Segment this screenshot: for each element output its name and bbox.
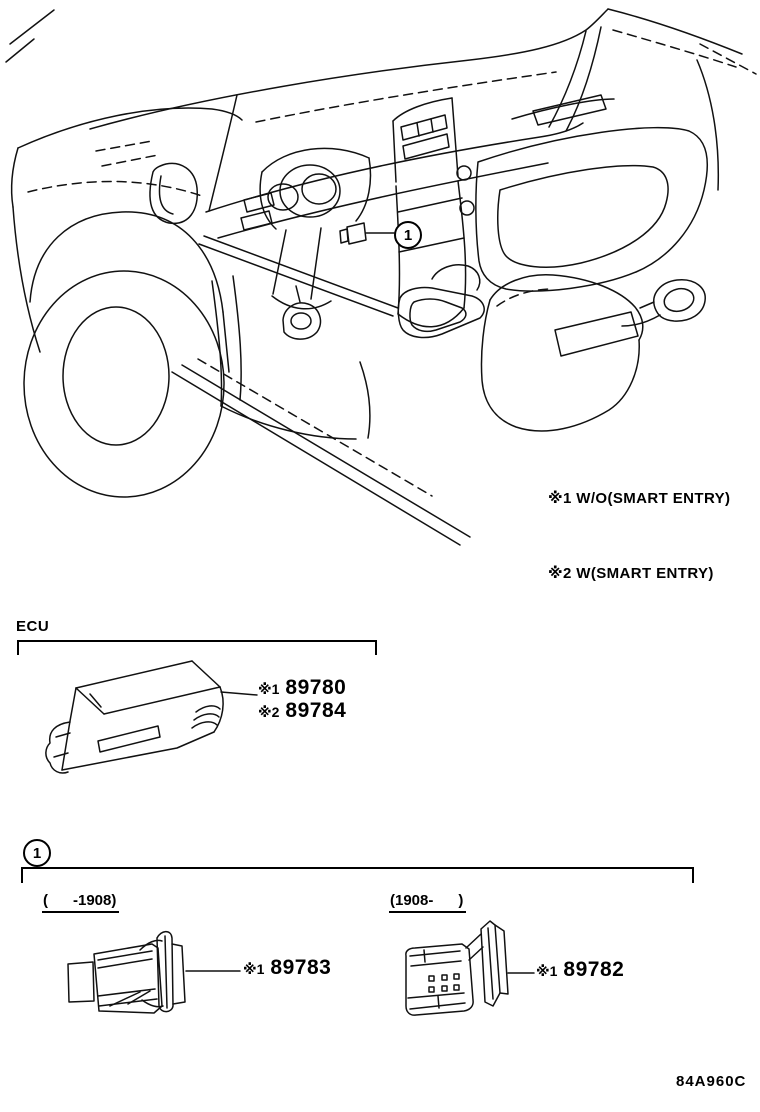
variant-marker: ※1	[536, 963, 558, 979]
figure-code: 84A960C	[676, 1073, 747, 1090]
date-range-late: (1908- )	[389, 892, 466, 913]
part-number-89782-row	[536, 958, 624, 982]
bracket-part-early-illustration	[68, 932, 240, 1013]
part-number: 89782	[563, 958, 625, 981]
side-mirror	[150, 163, 197, 223]
ecu-part-illustration	[46, 661, 257, 773]
part-number: 89780	[285, 676, 347, 699]
section-1-badge: 1	[23, 839, 51, 867]
variant-marker: ※1	[258, 681, 280, 697]
callout-part-location	[340, 223, 394, 244]
callout-1-badge: 1	[394, 221, 422, 249]
part-number-89783-row	[243, 956, 331, 980]
part-number-89780-row	[258, 676, 346, 700]
section-1-bracket	[21, 867, 694, 883]
bracket-part-late-illustration	[406, 921, 534, 1015]
part-number: 89784	[285, 699, 347, 722]
part-number: 89783	[270, 956, 332, 979]
notes-block	[548, 436, 730, 636]
variant-marker: ※1	[243, 961, 265, 977]
variant-marker: ※2	[258, 704, 280, 720]
ecu-section-label: ECU	[16, 618, 50, 635]
ecu-section-bracket	[17, 640, 377, 655]
glove-box-panel	[476, 95, 707, 291]
ecu-leader-line	[221, 692, 257, 695]
front-wheel	[24, 271, 224, 497]
part-number-89784-row	[258, 699, 346, 723]
instrument-cluster	[260, 148, 370, 229]
note-smart-entry-2: ※2 W(SMART ENTRY)	[548, 565, 714, 582]
date-range-early: ( -1908)	[42, 892, 119, 913]
note-smart-entry-1: ※1 W/O(SMART ENTRY)	[548, 490, 731, 507]
